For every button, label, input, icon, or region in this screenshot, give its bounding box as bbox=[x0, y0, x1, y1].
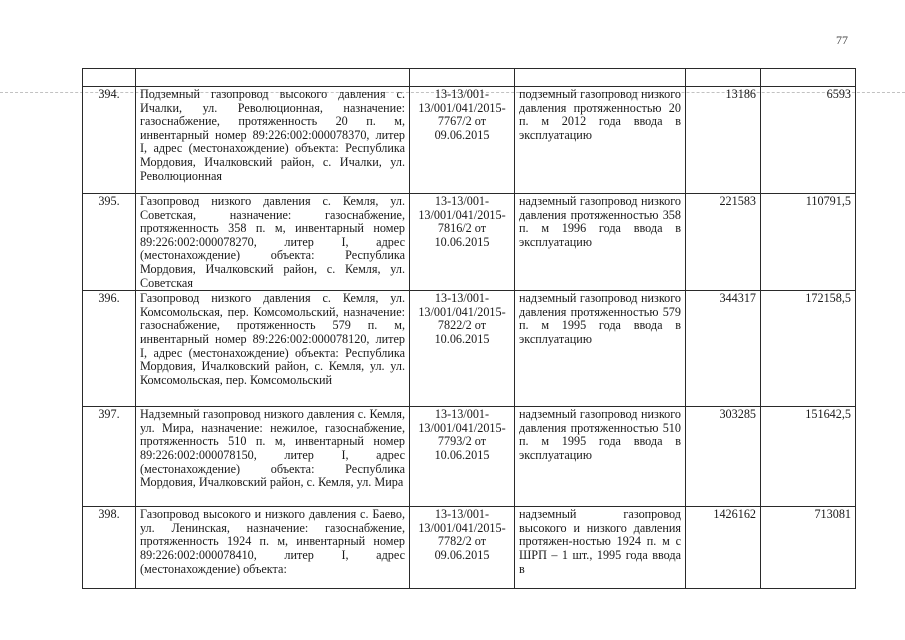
value-1: 344317 bbox=[686, 291, 761, 407]
object-description: Надземный газопровод низкого давления с. Кемля, ул. Мира, назначение: нежилое, газоснабжение, протяженность 510 п. м, инвентарный номер 89:226:002:000078150, литер I, адрес (местонахождение) объекта: Республика Мордовия, Ичалковский район, с. Кемля, ул. Мира bbox=[136, 407, 410, 507]
registration-number: 13-13/001-13/001/041/2015-7793/2 от 10.06.2015 bbox=[410, 407, 515, 507]
value-2: 6593 bbox=[761, 87, 856, 194]
object-description: Газопровод низкого давления с. Кемля, ул. Комсомольская, пер. Комсомольский, назначение: газоснабжение, протяженность 579 п. м, инвентарный номер 89:226:002:000078120, литер I, адрес (местонахождение) объекта: Республика Мордовия, Ичалковский район, с. Кемля, ул. ул. Комсомольская, пер. Комсомольский bbox=[136, 291, 410, 407]
header-cell-value2 bbox=[761, 69, 856, 87]
row-number: 398. bbox=[83, 507, 136, 589]
value-2: 151642,5 bbox=[761, 407, 856, 507]
row-number: 397. bbox=[83, 407, 136, 507]
object-description: Подземный газопровод высокого давления с. Ичалки, ул. Революционная, назначение: газоснабжение, протяженность 20 п. м, инвентарный номер 89:226:002:000078370, литер I, адрес (местонахождение) объекта: Республика Мордовия, Ичалковский район, с. Ичалки, ул. Революционная bbox=[136, 87, 410, 194]
registration-number: 13-13/001-13/001/041/2015-7816/2 от 10.06.2015 bbox=[410, 194, 515, 291]
property-table bbox=[82, 68, 856, 589]
page-number: 77 bbox=[836, 33, 848, 47]
value-2: 713081 bbox=[761, 507, 856, 589]
table-row bbox=[83, 291, 856, 407]
row-number: 395. bbox=[83, 194, 136, 291]
object-characteristics: надземный газопровод высокого и низкого давления протяжен-ностью 1924 п. м с ШРП – 1 шт., 1995 года ввода в bbox=[515, 507, 686, 589]
table-row bbox=[83, 507, 856, 589]
value-1: 303285 bbox=[686, 407, 761, 507]
table-row bbox=[83, 87, 856, 194]
table-row bbox=[83, 407, 856, 507]
header-cell-num bbox=[83, 69, 136, 87]
value-2: 172158,5 bbox=[761, 291, 856, 407]
value-1: 1426162 bbox=[686, 507, 761, 589]
header-cell-characteristics bbox=[515, 69, 686, 87]
value-2: 110791,5 bbox=[761, 194, 856, 291]
object-characteristics: подземный газопровод низкого давления протяженностью 20 п. м 2012 года ввода в эксплуатацию bbox=[515, 87, 686, 194]
object-characteristics: надземный газопровод низкого давления протяженностью 358 п. м 1996 года ввода в эксплуатацию bbox=[515, 194, 686, 291]
header-cell-registration bbox=[410, 69, 515, 87]
table-row bbox=[83, 194, 856, 291]
header-cell-value1 bbox=[686, 69, 761, 87]
object-description: Газопровод низкого давления с. Кемля, ул. Советская, назначение: газоснабжение, протяженность 358 п. м, инвентарный номер 89:226:002:000078270, литер I, адрес (местонахождение) объекта: Республика Мордовия, Ичалковский район, с. Кемля, ул. Советская bbox=[136, 194, 410, 291]
row-number: 396. bbox=[83, 291, 136, 407]
registration-number: 13-13/001-13/001/041/2015-7822/2 от 10.06.2015 bbox=[410, 291, 515, 407]
object-characteristics: надземный газопровод низкого давления протяженностью 510 п. м 1995 года ввода в эксплуатацию bbox=[515, 407, 686, 507]
row-number: 394. bbox=[83, 87, 136, 194]
object-description: Газопровод высокого и низкого давления с. Баево, ул. Ленинская, назначение: газоснабжение, протяженность 1924 п. м, инвентарный номер 89:226:002:000078410, литер I, адрес (местонахождение) объекта: bbox=[136, 507, 410, 589]
value-1: 221583 bbox=[686, 194, 761, 291]
table-header-row bbox=[83, 69, 856, 87]
registration-number: 13-13/001-13/001/041/2015-7767/2 от 09.06.2015 bbox=[410, 87, 515, 194]
value-1: 13186 bbox=[686, 87, 761, 194]
header-cell-description bbox=[136, 69, 410, 87]
registration-number: 13-13/001-13/001/041/2015-7782/2 от 09.06.2015 bbox=[410, 507, 515, 589]
object-characteristics: надземный газопровод низкого давления протяженностью 579 п. м 1995 года ввода в эксплуатацию bbox=[515, 291, 686, 407]
